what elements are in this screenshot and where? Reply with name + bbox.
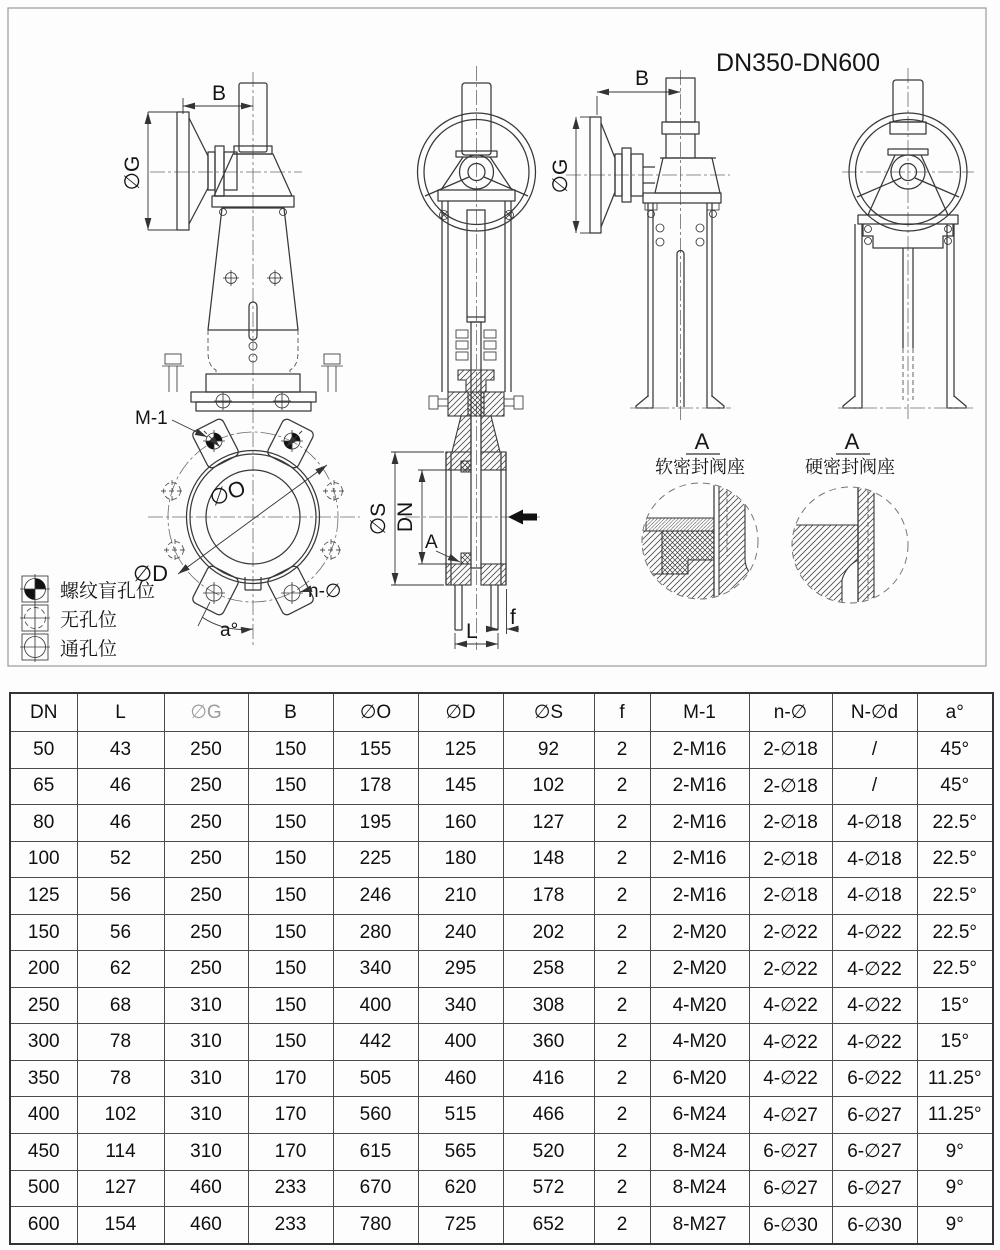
- spec-row: [10, 805, 993, 842]
- spec-cell: 6-M20: [650, 1060, 749, 1097]
- dim-label-phi-g: ∅G: [121, 155, 144, 191]
- spec-cell: 310: [164, 1097, 248, 1134]
- spec-cell: 6-∅27: [749, 1170, 832, 1207]
- spec-cell: 400: [418, 1024, 503, 1061]
- spec-cell: 6-∅27: [749, 1134, 832, 1171]
- spec-cell: 466: [503, 1097, 594, 1134]
- spec-cell: 170: [248, 1134, 333, 1171]
- spec-cell: 2: [594, 1060, 650, 1097]
- spec-row: [10, 987, 993, 1024]
- seat-top: [461, 461, 471, 472]
- spec-table-header-row: [10, 693, 993, 732]
- spec-cell: 450: [10, 1134, 77, 1171]
- spec-row: [10, 1060, 993, 1097]
- spec-cell: 9°: [917, 1207, 993, 1244]
- dim-label-phi-g-2: ∅G: [549, 158, 572, 194]
- spec-cell: 4-∅22: [832, 914, 917, 951]
- dim-phiG-2: [549, 117, 590, 233]
- seat-detail-hard-title: A: [844, 429, 860, 454]
- dim-B: [183, 82, 253, 114]
- spec-cell: 360: [503, 1024, 594, 1061]
- view-side-handwheel: [121, 72, 360, 648]
- handwheel-side: [177, 112, 237, 230]
- spec-cell: 400: [10, 1097, 77, 1134]
- spec-cell: 22.5°: [917, 805, 993, 842]
- spec-cell: 6-M24: [650, 1097, 749, 1134]
- label-m1: M-1: [135, 408, 168, 429]
- spec-cell: 505: [333, 1060, 418, 1097]
- spec-cell: 250: [164, 805, 248, 842]
- spec-cell: 350: [10, 1060, 77, 1097]
- spec-cell: 246: [333, 878, 418, 915]
- spec-cell: 8-M24: [650, 1134, 749, 1171]
- spec-cell: 308: [503, 987, 594, 1024]
- spec-row: [10, 732, 993, 769]
- legend-label-threaded-blind: 螺纹盲孔位: [60, 581, 156, 602]
- spec-cell: 11.25°: [917, 1097, 993, 1134]
- dim-label-dn: DN: [394, 501, 417, 533]
- spec-cell: 600: [10, 1207, 77, 1244]
- model-range-title: DN350-DN600: [716, 49, 880, 77]
- spec-cell: 310: [164, 1134, 248, 1171]
- spec-cell: 2-∅22: [749, 914, 832, 951]
- spec-table-container: [9, 692, 992, 1245]
- column-header: L: [77, 693, 164, 732]
- spec-cell: 56: [77, 878, 164, 915]
- spec-cell: 250: [164, 914, 248, 951]
- spec-cell: 225: [333, 841, 418, 878]
- spec-cell: 2: [594, 914, 650, 951]
- spec-cell: 233: [248, 1207, 333, 1244]
- view-side-dn350-600: [549, 67, 731, 420]
- spec-cell: 52: [77, 841, 164, 878]
- spec-cell: 280: [333, 914, 418, 951]
- spec-cell: 127: [77, 1170, 164, 1207]
- spec-cell: 150: [10, 914, 77, 951]
- label-a-ref: A: [425, 532, 438, 553]
- spec-cell: 2: [594, 987, 650, 1024]
- seat-detail-soft-subtitle: 软密封阀座: [655, 457, 745, 477]
- spec-row: [10, 1024, 993, 1061]
- spec-row: [10, 768, 993, 805]
- spec-cell: 45°: [917, 768, 993, 805]
- spec-cell: 250: [164, 878, 248, 915]
- spec-cell: 2-M20: [650, 914, 749, 951]
- spec-cell: /: [832, 732, 917, 769]
- spec-row: [10, 841, 993, 878]
- spec-cell: 310: [164, 987, 248, 1024]
- spec-cell: 200: [10, 951, 77, 988]
- legend-label-no-hole: 无孔位: [60, 610, 118, 631]
- spec-cell: 6-∅22: [832, 1060, 917, 1097]
- label-n-phi: n-∅: [308, 581, 342, 602]
- column-header: a°: [917, 693, 993, 732]
- column-header: B: [248, 693, 333, 732]
- side-studs: [162, 354, 343, 392]
- spec-cell: 210: [418, 878, 503, 915]
- spec-cell: 4-∅22: [832, 987, 917, 1024]
- spec-cell: 300: [10, 1024, 77, 1061]
- view-front-dn350-600: [838, 68, 976, 420]
- spec-cell: 78: [77, 1024, 164, 1061]
- spec-cell: 22.5°: [917, 841, 993, 878]
- spec-cell: 2: [594, 1024, 650, 1061]
- spec-cell: 2: [594, 951, 650, 988]
- spec-row: [10, 1170, 993, 1207]
- spec-cell: 2-M20: [650, 951, 749, 988]
- spec-cell: 250: [164, 841, 248, 878]
- spec-cell: 4-∅22: [832, 951, 917, 988]
- spec-cell: 150: [248, 878, 333, 915]
- spec-cell: 6-∅27: [832, 1170, 917, 1207]
- legend-item-through-hole: [20, 632, 117, 662]
- spec-row: [10, 951, 993, 988]
- spec-cell: 8-M24: [650, 1170, 749, 1207]
- spec-cell: 4-∅18: [832, 805, 917, 842]
- spec-cell: 11.25°: [917, 1060, 993, 1097]
- spec-cell: 78: [77, 1060, 164, 1097]
- dim-phiG: [121, 112, 177, 230]
- spec-cell: 2-∅18: [749, 878, 832, 915]
- spec-cell: 15°: [917, 987, 993, 1024]
- seat-detail-hard-subtitle: 硬密封阀座: [805, 457, 895, 477]
- spec-cell: 2-∅18: [749, 768, 832, 805]
- spec-cell: 150: [248, 914, 333, 951]
- spec-cell: 515: [418, 1097, 503, 1134]
- spec-cell: 310: [164, 1060, 248, 1097]
- spec-cell: 145: [418, 768, 503, 805]
- legend-label-through-hole: 通孔位: [60, 639, 118, 660]
- spec-cell: 62: [77, 951, 164, 988]
- column-header: ∅G: [164, 693, 248, 732]
- spec-cell: 65: [10, 768, 77, 805]
- label-phi-o: ∅O: [206, 475, 249, 511]
- spec-cell: 9°: [917, 1134, 993, 1171]
- spec-cell: 46: [77, 805, 164, 842]
- spec-cell: 100: [10, 841, 77, 878]
- spec-cell: 148: [503, 841, 594, 878]
- legend-item-no-hole: [20, 603, 117, 633]
- spec-cell: 500: [10, 1170, 77, 1207]
- pedestal-legs-2: [843, 224, 966, 408]
- spec-cell: 2: [594, 1170, 650, 1207]
- spec-cell: 68: [77, 987, 164, 1024]
- spec-cell: 340: [418, 987, 503, 1024]
- dim-label-b: B: [212, 82, 227, 105]
- no-hole-icon: [20, 603, 50, 633]
- spec-cell: 2: [594, 1097, 650, 1134]
- spec-cell: 2-M16: [650, 841, 749, 878]
- spec-cell: 4-∅27: [749, 1097, 832, 1134]
- spec-cell: 652: [503, 1207, 594, 1244]
- spec-cell: 2-M16: [650, 805, 749, 842]
- spec-cell: 80: [10, 805, 77, 842]
- dim-label-f: f: [510, 606, 516, 629]
- view-front-section: [367, 66, 542, 650]
- spec-cell: 22.5°: [917, 914, 993, 951]
- spec-cell: 2: [594, 805, 650, 842]
- spec-cell: 150: [248, 768, 333, 805]
- spec-cell: 150: [248, 1024, 333, 1061]
- column-header: DN: [10, 693, 77, 732]
- seat-detail-soft: [642, 429, 765, 604]
- spec-cell: 6-∅30: [832, 1207, 917, 1244]
- dim-label-b-2: B: [635, 67, 650, 90]
- spec-cell: 560: [333, 1097, 418, 1134]
- spec-cell: 150: [248, 732, 333, 769]
- spec-cell: 2-∅18: [749, 841, 832, 878]
- spec-cell: 670: [333, 1170, 418, 1207]
- spec-cell: 6-∅27: [832, 1134, 917, 1171]
- flow-arrow: [508, 510, 537, 525]
- spec-cell: 2-∅18: [749, 732, 832, 769]
- spec-cell: 460: [164, 1170, 248, 1207]
- spec-cell: 2: [594, 1134, 650, 1171]
- seat-detail-soft-title: A: [694, 429, 710, 454]
- spec-cell: 114: [77, 1134, 164, 1171]
- spec-cell: 154: [77, 1207, 164, 1244]
- spec-cell: 4-M20: [650, 1024, 749, 1061]
- column-header: n-∅: [749, 693, 832, 732]
- column-header: M-1: [650, 693, 749, 732]
- spec-table: [9, 692, 994, 1245]
- spec-cell: 442: [333, 1024, 418, 1061]
- spec-cell: 178: [333, 768, 418, 805]
- spec-row: [10, 878, 993, 915]
- spec-cell: 4-∅18: [832, 841, 917, 878]
- spec-cell: 9°: [917, 1170, 993, 1207]
- spec-cell: 2: [594, 732, 650, 769]
- spec-cell: 2: [594, 768, 650, 805]
- spec-cell: 150: [248, 805, 333, 842]
- column-header: N-∅d: [832, 693, 917, 732]
- column-header: f: [594, 693, 650, 732]
- seat-detail-hard: [792, 429, 908, 604]
- spec-cell: 102: [77, 1097, 164, 1134]
- spec-cell: 310: [164, 1024, 248, 1061]
- spec-cell: 233: [248, 1170, 333, 1207]
- spec-cell: 150: [248, 841, 333, 878]
- spec-cell: 620: [418, 1170, 503, 1207]
- spec-cell: 4-∅22: [832, 1024, 917, 1061]
- spec-cell: 45°: [917, 732, 993, 769]
- column-header: ∅S: [503, 693, 594, 732]
- spec-cell: 2-M16: [650, 732, 749, 769]
- spec-cell: 520: [503, 1134, 594, 1171]
- spec-cell: 295: [418, 951, 503, 988]
- clevis-nuts: [456, 330, 496, 360]
- label-phi-d: ∅D: [133, 561, 169, 586]
- hole-legend: [20, 574, 155, 662]
- spec-cell: 2-∅22: [749, 951, 832, 988]
- spec-cell: 340: [333, 951, 418, 988]
- spec-cell: 56: [77, 914, 164, 951]
- spec-cell: 6-∅27: [832, 1097, 917, 1134]
- pedestal-legs: [636, 203, 724, 408]
- spec-cell: 15°: [917, 1024, 993, 1061]
- spec-cell: 572: [503, 1170, 594, 1207]
- spec-cell: 170: [248, 1097, 333, 1134]
- spec-cell: 2: [594, 878, 650, 915]
- spec-cell: 155: [333, 732, 418, 769]
- spec-cell: 92: [503, 732, 594, 769]
- spec-cell: 725: [418, 1207, 503, 1244]
- seat-bottom: [461, 553, 471, 564]
- spec-cell: 615: [333, 1134, 418, 1171]
- spec-cell: 250: [164, 768, 248, 805]
- spec-cell: 460: [418, 1060, 503, 1097]
- spec-cell: /: [832, 768, 917, 805]
- spec-cell: 2-∅18: [749, 805, 832, 842]
- spec-cell: 258: [503, 951, 594, 988]
- spec-cell: 250: [164, 732, 248, 769]
- column-header: ∅O: [333, 693, 418, 732]
- spec-cell: 125: [10, 878, 77, 915]
- spec-cell: 46: [77, 768, 164, 805]
- spec-cell: 250: [164, 951, 248, 988]
- spec-cell: 8-M27: [650, 1207, 749, 1244]
- spec-cell: 170: [248, 1060, 333, 1097]
- spec-cell: 195: [333, 805, 418, 842]
- spec-cell: 2-M16: [650, 768, 749, 805]
- spec-cell: 2-M16: [650, 878, 749, 915]
- spec-cell: 250: [10, 987, 77, 1024]
- spec-cell: 4-M20: [650, 987, 749, 1024]
- spec-cell: 6-∅30: [749, 1207, 832, 1244]
- spec-cell: 150: [248, 987, 333, 1024]
- label-a-deg: a°: [220, 620, 239, 641]
- spec-cell: 160: [418, 805, 503, 842]
- spec-table-body: [10, 732, 993, 1245]
- spec-cell: 22.5°: [917, 951, 993, 988]
- spec-cell: 180: [418, 841, 503, 878]
- spec-cell: 43: [77, 732, 164, 769]
- gland-bolt-holes: [214, 392, 291, 410]
- threaded-blind-hole-icon: [20, 574, 50, 604]
- spec-cell: 4-∅18: [832, 878, 917, 915]
- spec-row: [10, 1207, 993, 1244]
- spec-row: [10, 1097, 993, 1134]
- spec-cell: 127: [503, 805, 594, 842]
- spec-cell: 416: [503, 1060, 594, 1097]
- spec-cell: 50: [10, 732, 77, 769]
- spec-cell: 460: [164, 1207, 248, 1244]
- dim-label-l: L: [466, 620, 478, 643]
- spec-cell: 565: [418, 1134, 503, 1171]
- spec-row: [10, 914, 993, 951]
- spec-cell: 4-∅22: [749, 1024, 832, 1061]
- column-header: ∅D: [418, 693, 503, 732]
- through-hole-icon: [20, 632, 50, 662]
- spec-cell: 400: [333, 987, 418, 1024]
- spec-cell: 102: [503, 768, 594, 805]
- spec-cell: 2: [594, 841, 650, 878]
- spec-cell: 178: [503, 878, 594, 915]
- spec-cell: 4-∅22: [749, 987, 832, 1024]
- spec-cell: 125: [418, 732, 503, 769]
- spec-cell: 4-∅22: [749, 1060, 832, 1097]
- spec-cell: 2: [594, 1207, 650, 1244]
- gate-knife: [471, 322, 481, 568]
- spec-cell: 22.5°: [917, 878, 993, 915]
- dim-B-2: [597, 67, 681, 115]
- spec-cell: 780: [333, 1207, 418, 1244]
- spec-row: [10, 1134, 993, 1171]
- spec-cell: 202: [503, 914, 594, 951]
- dim-label-phi-s: ∅S: [367, 502, 390, 536]
- spec-cell: 240: [418, 914, 503, 951]
- spec-cell: 150: [248, 951, 333, 988]
